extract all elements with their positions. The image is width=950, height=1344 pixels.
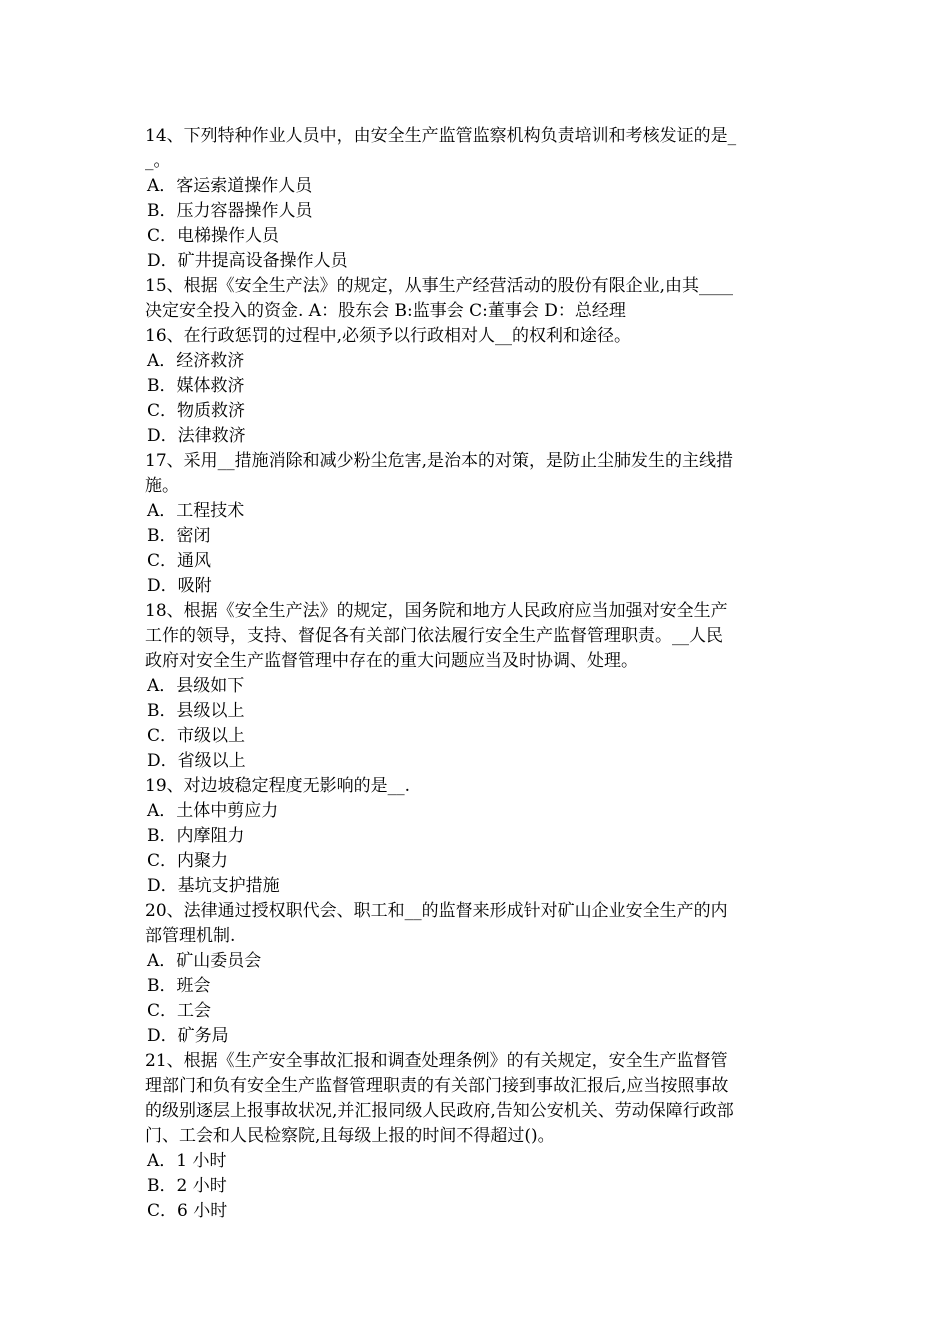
question-text-line: 决定安全投入的资金. A：股东会 B:监事会 C:董事会 D：总经理: [145, 301, 626, 321]
question-text-line: 的级别逐层上报事故状况,并汇报同级人民政府,告知公安机关、劳动保障行政部: [145, 1101, 734, 1121]
answer-option: D．矿务局: [147, 1026, 229, 1046]
answer-option: C．6 小时: [147, 1201, 228, 1221]
question-text-line: 16、在行政惩罚的过程中,必须予以行政相对人__的权利和途径。: [145, 326, 632, 346]
document-page: [145, 124, 807, 1224]
question-text-line: 工作的领导，支持、督促各有关部门依法履行安全生产监督管理职责。__人民: [145, 626, 723, 646]
question-text-line: 20、法律通过授权职代会、职工和__的监督来形成针对矿山企业安全生产的内: [145, 901, 728, 921]
answer-option: C．市级以上: [147, 726, 246, 746]
answer-option: A．经济救济: [147, 351, 245, 371]
answer-option: D．法律救济: [147, 426, 246, 446]
answer-option: A．土体中剪应力: [147, 801, 279, 821]
question-text-line: 21、根据《生产安全事故汇报和调查处理条例》的有关规定，安全生产监督管: [145, 1051, 728, 1071]
question-text-line: 施。: [145, 476, 179, 496]
answer-option: D．吸附: [147, 576, 212, 596]
answer-option: C．工会: [147, 1001, 212, 1021]
answer-option: B．密闭: [147, 526, 211, 546]
answer-option: B．压力容器操作人员: [147, 201, 313, 221]
answer-option: C．物质救济: [147, 401, 246, 421]
question-text-line: 14、下列特种作业人员中，由安全生产监管监察机构负责培训和考核发证的是_: [145, 126, 737, 146]
answer-option: B．2 小时: [147, 1176, 227, 1196]
answer-option: B．县级以上: [147, 701, 245, 721]
answer-option: A．客运索道操作人员: [147, 176, 313, 196]
question-text-line: _。: [145, 151, 171, 171]
answer-option: C．电梯操作人员: [147, 226, 280, 246]
question-text-line: 部管理机制.: [145, 926, 236, 946]
answer-option: B．媒体救济: [147, 376, 245, 396]
answer-option: D．基坑支护措施: [147, 876, 280, 896]
answer-option: C．通风: [147, 551, 212, 571]
question-text-line: 理部门和负有安全生产监督管理职责的有关部门接到事故汇报后,应当按照事故: [145, 1076, 729, 1096]
answer-option: A．矿山委员会: [147, 951, 262, 971]
question-text-line: 19、对边坡稳定程度无影响的是__.: [145, 776, 411, 796]
answer-option: A．1 小时: [147, 1151, 227, 1171]
question-text-line: 政府对安全生产监督管理中存在的重大问题应当及时协调、处理。: [145, 651, 638, 671]
answer-option: A．工程技术: [147, 501, 245, 521]
answer-option: B．内摩阻力: [147, 826, 245, 846]
question-text-line: 18、根据《安全生产法》的规定，国务院和地方人民政府应当加强对安全生产: [145, 601, 728, 621]
question-text-line: 门、工会和人民检察院,且每级上报的时间不得超过()。: [145, 1126, 555, 1146]
answer-option: D．矿井提高设备操作人员: [147, 251, 348, 271]
question-text-line: 15、根据《安全生产法》的规定，从事生产经营活动的股份有限企业,由其____: [145, 276, 734, 296]
answer-option: C．内聚力: [147, 851, 229, 871]
answer-option: B．班会: [147, 976, 211, 996]
answer-option: A．县级如下: [147, 676, 245, 696]
answer-option: D．省级以上: [147, 751, 246, 771]
question-text-line: 17、采用__措施消除和减少粉尘危害,是治本的对策，是防止尘肺发生的主线措: [145, 451, 734, 471]
